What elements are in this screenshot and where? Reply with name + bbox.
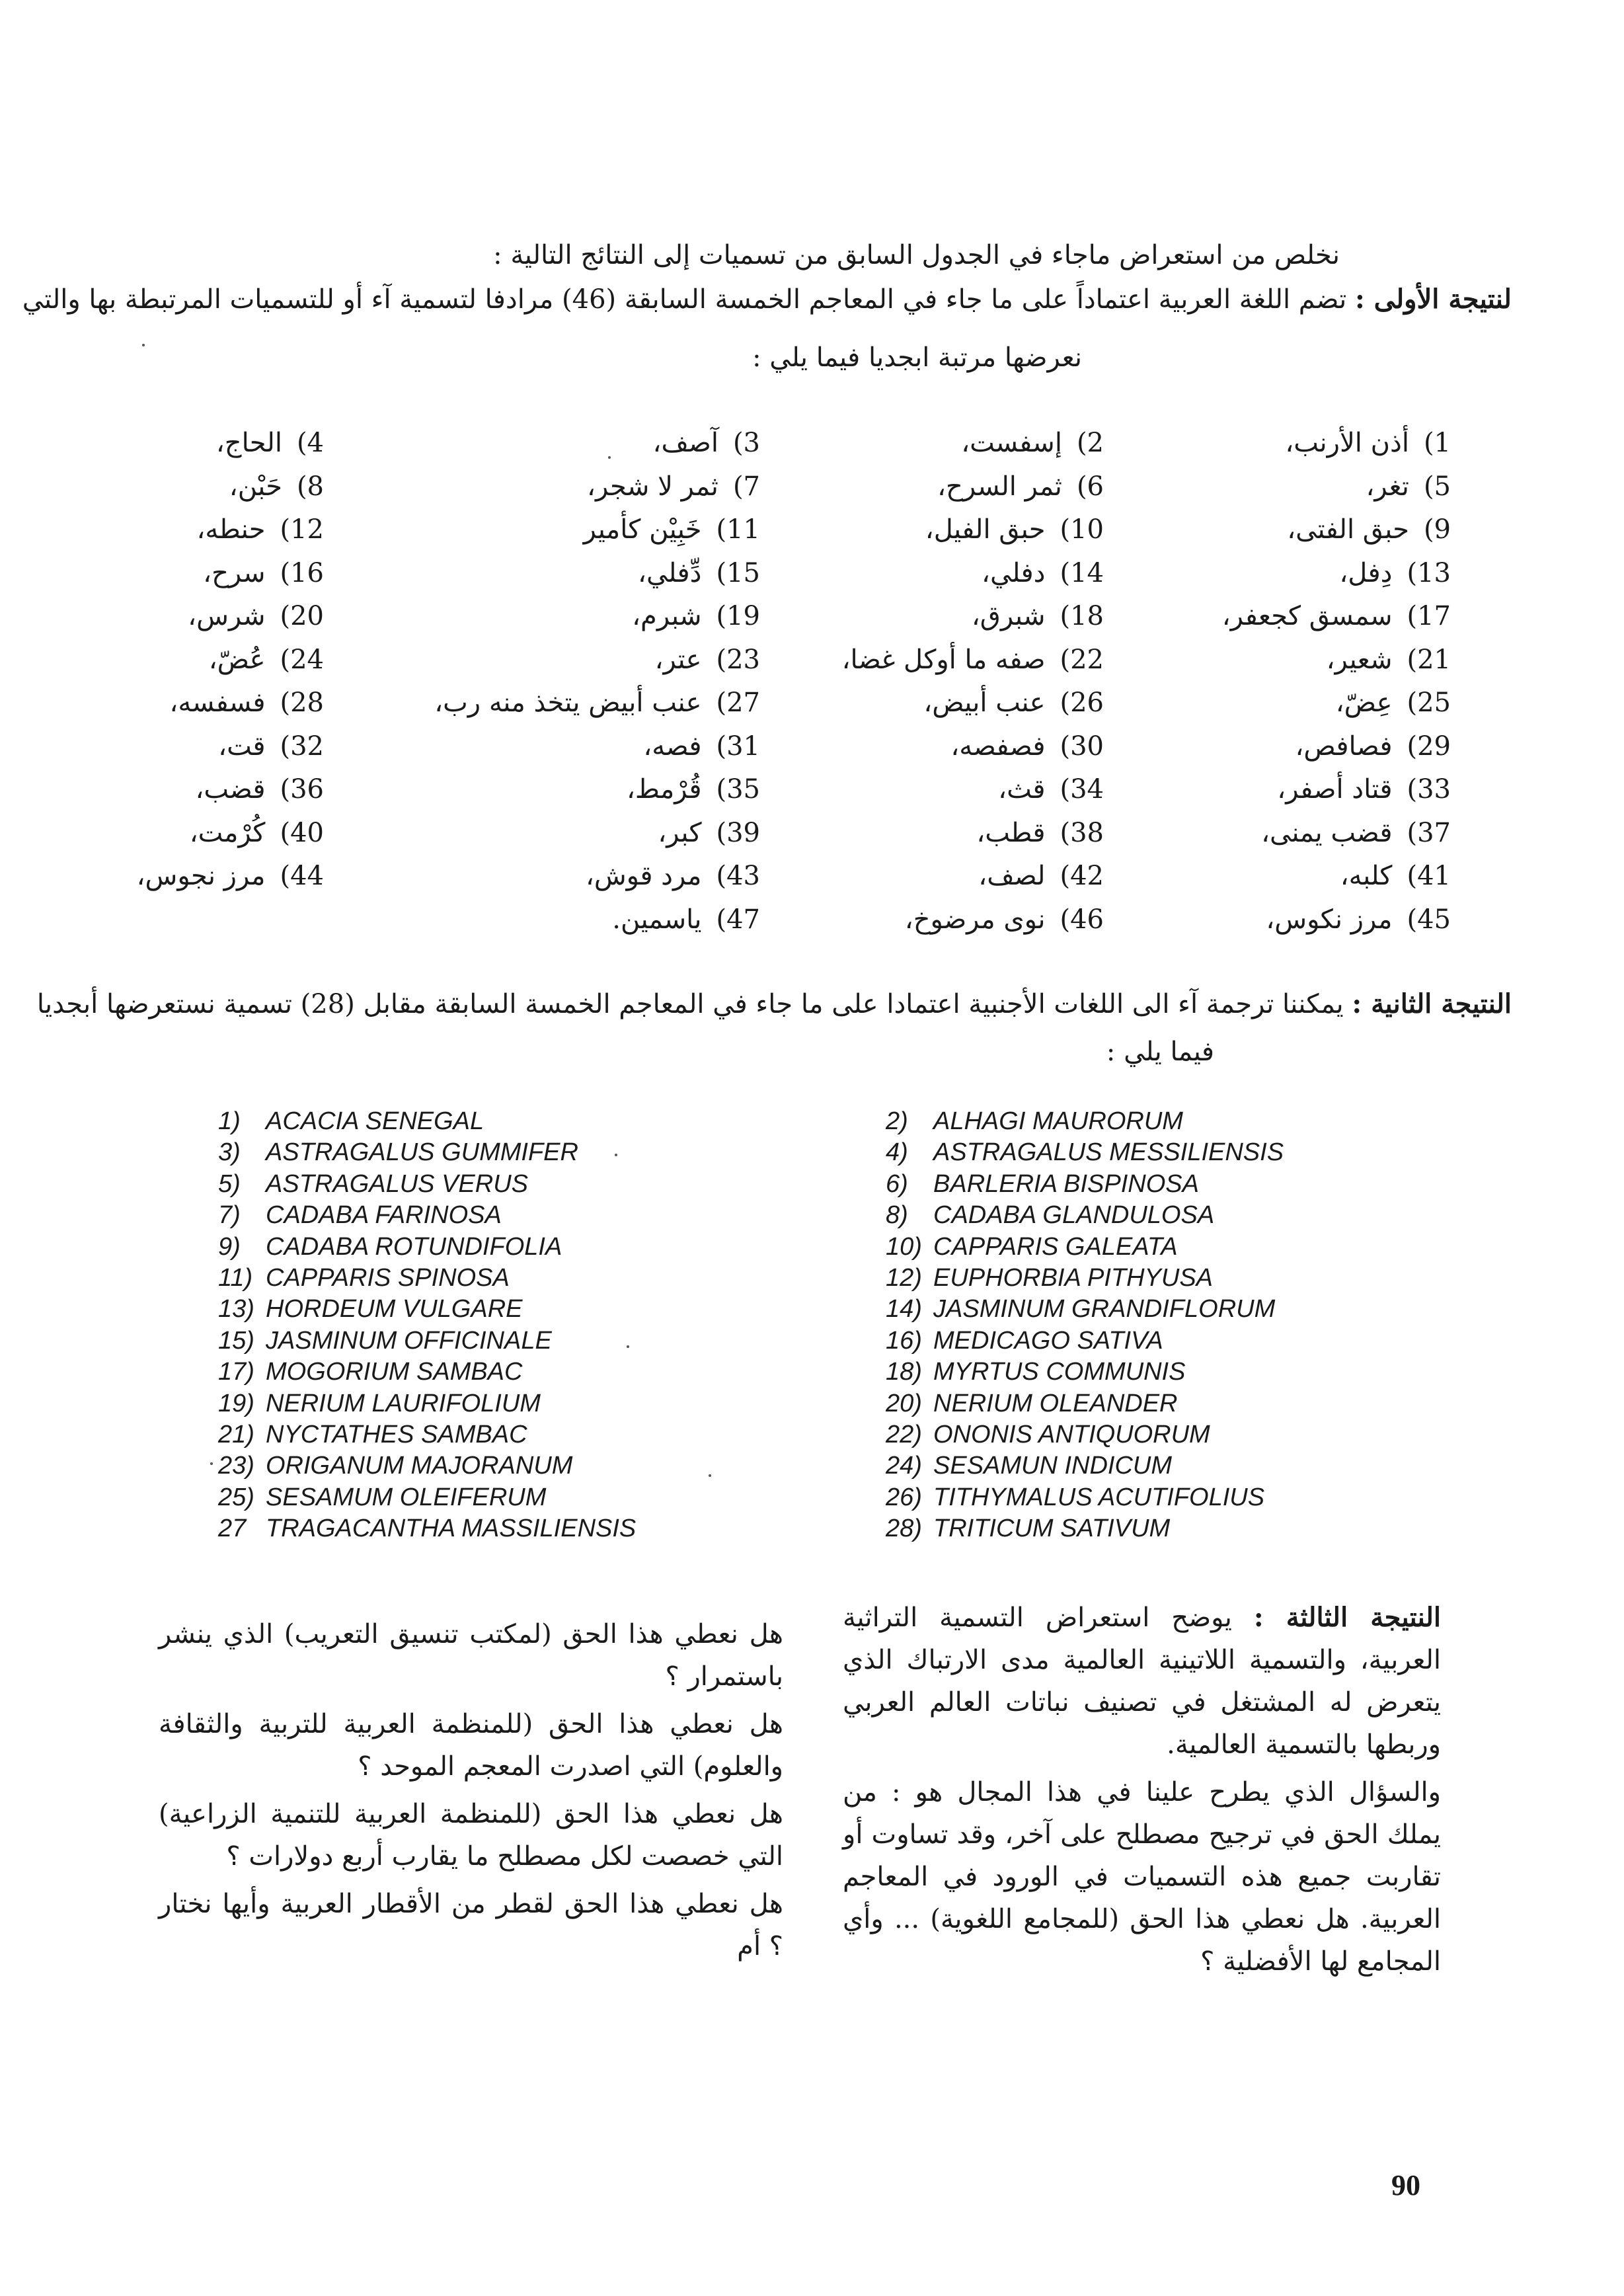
arabic-term bbox=[195, 770, 324, 809]
latin-name-text: HORDEUM VULGARE bbox=[266, 1295, 523, 1324]
arabic-term-number: 11) bbox=[716, 514, 760, 545]
latin-name-text: CAPPARIS GALEATA bbox=[933, 1232, 1178, 1261]
arabic-term bbox=[216, 423, 324, 463]
intro-line: نخلص من استعراض ماجاء في الجدول السابق من تسميات إلى النتائج التالية : bbox=[493, 240, 1340, 270]
arabic-term-text: ثمر السرح، bbox=[937, 471, 1062, 502]
latin-name-number: 27 bbox=[218, 1515, 247, 1543]
arabic-term bbox=[905, 900, 1104, 939]
arabic-term-number: 6) bbox=[1076, 471, 1104, 502]
arabic-term bbox=[1327, 640, 1451, 680]
latin-name bbox=[218, 1513, 636, 1544]
latin-name-text: MEDICAGO SATIVA bbox=[933, 1326, 1163, 1355]
arabic-term bbox=[1366, 467, 1451, 506]
latin-name-text: ASTRAGALUS GUMMIFER bbox=[266, 1138, 578, 1167]
arabic-term bbox=[586, 856, 760, 896]
arabic-term-text: نوى مرضوخ، bbox=[904, 904, 1046, 935]
arabic-term bbox=[229, 467, 324, 506]
arabic-term bbox=[972, 596, 1104, 636]
question-1: هل نعطي هذا الحق (لمكتب تنسيق التعريب) الذي ينشر باستمرار ؟ bbox=[159, 1619, 783, 1692]
arabic-term-number: 10) bbox=[1060, 514, 1104, 545]
arabic-term bbox=[1339, 553, 1451, 593]
arabic-term-text: فصه، bbox=[643, 731, 702, 762]
arabic-term bbox=[632, 596, 760, 636]
latin-name-number: 14) bbox=[886, 1295, 922, 1324]
arabic-term-text: قضب يمنى، bbox=[1261, 817, 1393, 848]
result2-line2: فيما يلي : bbox=[1106, 1037, 1214, 1067]
arabic-term-number: 46) bbox=[1060, 904, 1104, 935]
latin-name-number: 23) bbox=[218, 1452, 254, 1480]
latin-name bbox=[886, 1356, 1185, 1388]
latin-name-number: 8) bbox=[886, 1201, 908, 1230]
arabic-term bbox=[976, 813, 1104, 853]
result3-text: يوضح استعراض التسمية التراثية العربية، والتسمية اللاتينية العالمية مدى الارتباك الذي يتعرض له المشتغل في تصنيف نباتات العالم العربي وربطها بالتسمية العالمية. bbox=[843, 1603, 1441, 1760]
arabic-term bbox=[1277, 770, 1451, 809]
arabic-term-number: 21) bbox=[1407, 644, 1451, 675]
arabic-term-number: 32) bbox=[280, 731, 324, 762]
latin-name bbox=[218, 1293, 523, 1325]
arabic-term-text: عِضّ، bbox=[1335, 688, 1393, 718]
arabic-term-number: 35) bbox=[716, 774, 760, 805]
arabic-term-text: عنب أبيض يتخذ منه رب، bbox=[434, 688, 702, 718]
latin-name-number: 2) bbox=[886, 1107, 908, 1135]
arabic-term-text: سرح، bbox=[203, 557, 266, 588]
scan-speck bbox=[210, 1462, 213, 1465]
arabic-term-text: دفلي، bbox=[982, 557, 1046, 588]
result3-question: والسؤال الذي يطرح علينا في هذا المجال هو : من يملك الحق في ترجيح مصطلح على آخر، وقد تساوت أو تقاربت جميع هذه التسميات في الورود في المعاجم العربية. هل نعطي هذا الحق (للمجامع اللغوية) ... وأي المجامع لها الأفضلية ؟ bbox=[843, 1777, 1441, 1977]
arabic-term-text: دِفل، bbox=[1339, 557, 1393, 588]
latin-name-text: TITHYMALUS ACUTIFOLIUS bbox=[933, 1483, 1265, 1511]
arabic-term bbox=[658, 813, 760, 853]
arabic-term-text: عُضّ، bbox=[208, 644, 266, 675]
arabic-term-number: 1) bbox=[1423, 428, 1451, 458]
latin-name bbox=[218, 1482, 546, 1513]
scan-speck bbox=[608, 456, 611, 459]
arabic-term-text: قث، bbox=[998, 774, 1046, 805]
page-number: 90 bbox=[1391, 2169, 1420, 2201]
latin-name-number: 3) bbox=[218, 1138, 241, 1167]
arabic-term-number: 37) bbox=[1407, 817, 1451, 848]
latin-name-text: TRAGACANTHA MASSILIENSIS bbox=[266, 1515, 637, 1543]
arabic-term-number: 8) bbox=[296, 471, 324, 502]
arabic-term-text: الحاج، bbox=[215, 428, 282, 458]
arabic-term-number: 45) bbox=[1407, 904, 1451, 935]
latin-name bbox=[886, 1482, 1264, 1513]
result2-label: النتيجة الثانية : bbox=[1352, 988, 1512, 1019]
scan-speck bbox=[627, 1345, 629, 1348]
arabic-term-number: 36) bbox=[280, 774, 324, 805]
arabic-term-number: 17) bbox=[1407, 601, 1451, 631]
arabic-term bbox=[1295, 727, 1451, 766]
result3-paragraph bbox=[843, 1597, 1441, 1766]
arabic-term-number: 19) bbox=[716, 601, 760, 631]
latin-name-number: 25) bbox=[218, 1483, 254, 1511]
arabic-term-text: صفه ما أوكل غضا، bbox=[841, 644, 1046, 675]
latin-name-number: 7) bbox=[218, 1201, 241, 1230]
arabic-term bbox=[209, 640, 324, 680]
latin-name bbox=[218, 1168, 528, 1200]
arabic-term-text: مرز نجوس، bbox=[136, 861, 266, 891]
latin-name-text: MYRTUS COMMUNIS bbox=[933, 1358, 1186, 1386]
arabic-term-number: 33) bbox=[1407, 774, 1451, 805]
latin-name-number: 9) bbox=[218, 1232, 241, 1261]
latin-name-number: 28) bbox=[886, 1515, 922, 1543]
arabic-term bbox=[188, 596, 324, 636]
latin-name bbox=[218, 1419, 527, 1450]
latin-name bbox=[218, 1136, 578, 1168]
arabic-term-text: حبق الفيل، bbox=[925, 514, 1046, 545]
latin-name bbox=[218, 1105, 484, 1137]
arabic-term-number: 16) bbox=[280, 557, 324, 588]
arabic-term-number: 7) bbox=[732, 471, 760, 502]
arabic-term-text: قت، bbox=[218, 731, 266, 762]
latin-name-text: TRITICUM SATIVUM bbox=[933, 1515, 1171, 1543]
latin-name-number: 11) bbox=[218, 1264, 253, 1292]
result2-text: يمكننا ترجمة آء الى اللغات الأجنبية اعتمادا على ما جاء في المعاجم الخمسة السابقة مقابل (28) تسمية نستعرضها أبجديا bbox=[36, 989, 1344, 1019]
arabic-term bbox=[584, 510, 760, 549]
arabic-term-text: كبر، bbox=[658, 817, 702, 848]
arabic-term-text: خَبِيْن كأمير bbox=[583, 514, 702, 545]
arabic-term-number: 41) bbox=[1407, 861, 1451, 891]
arabic-term-text: مرز نكوس، bbox=[1266, 904, 1393, 935]
latin-name-number: 13) bbox=[218, 1295, 254, 1324]
arabic-term-number: 22) bbox=[1060, 644, 1104, 675]
arabic-term-text: شرس، bbox=[188, 601, 266, 631]
latin-name bbox=[218, 1199, 502, 1231]
latin-name-text: ASTRAGALUS MESSILIENSIS bbox=[933, 1138, 1284, 1167]
arabic-term-number: 3) bbox=[732, 428, 760, 458]
latin-name-text: CADABA FARINOSA bbox=[266, 1201, 502, 1230]
arabic-term-text: كلبه، bbox=[1340, 861, 1393, 891]
arabic-term-text: عتر، bbox=[654, 644, 702, 675]
latin-name bbox=[886, 1105, 1183, 1137]
arabic-term-text: شبرم، bbox=[632, 601, 702, 631]
arabic-term-number: 28) bbox=[280, 688, 324, 718]
arabic-term-text: فسفسه، bbox=[169, 688, 266, 718]
arabic-term bbox=[1287, 510, 1451, 549]
arabic-term-text: دِّفلي، bbox=[638, 557, 702, 588]
latin-name-text: JASMINUM GRANDIFLORUM bbox=[933, 1295, 1276, 1324]
arabic-term-text: حَبْن، bbox=[229, 471, 282, 502]
arabic-term-number: 39) bbox=[716, 817, 760, 848]
arabic-term bbox=[434, 683, 760, 723]
scan-speck bbox=[615, 1154, 617, 1156]
arabic-term bbox=[655, 640, 760, 680]
latin-name-text: SESAMUN INDICUM bbox=[933, 1452, 1173, 1480]
arabic-term bbox=[1266, 900, 1451, 939]
latin-name-number: 24) bbox=[886, 1452, 922, 1480]
arabic-term-number: 14) bbox=[1060, 557, 1104, 588]
arabic-term-text: مرد قوش، bbox=[585, 861, 702, 891]
scan-speck bbox=[709, 1474, 711, 1477]
arabic-term-number: 42) bbox=[1060, 861, 1104, 891]
arabic-term-text: قُرْمط، bbox=[626, 774, 702, 805]
arabic-term-number: 5) bbox=[1423, 471, 1451, 502]
arabic-term-number: 20) bbox=[280, 601, 324, 631]
arabic-term bbox=[978, 856, 1104, 896]
question-3: هل نعطي هذا الحق (للمنظمة العربية للتنمية الزراعية) التي خصصت لكل مصطلح ما يقارب أربع دولارات ؟ bbox=[159, 1799, 783, 1872]
arabic-term bbox=[1261, 813, 1451, 853]
latin-name-number: 18) bbox=[886, 1358, 922, 1386]
arabic-term bbox=[950, 727, 1104, 766]
latin-name-text: JASMINUM OFFICINALE bbox=[266, 1326, 552, 1355]
arabic-term-text: سمسق كجعفر، bbox=[1221, 601, 1393, 631]
latin-name-text: ALHAGI MAURORUM bbox=[933, 1107, 1183, 1135]
latin-name-text: ONONIS ANTIQUORUM bbox=[933, 1421, 1210, 1448]
question-2: هل نعطي هذا الحق (للمنظمة العربية للتربية والثقافة والعلوم) التي اصدرت المعجم الموحد ؟ bbox=[159, 1709, 783, 1782]
latin-name-number: 10) bbox=[886, 1232, 922, 1261]
latin-name-number: 4) bbox=[886, 1138, 908, 1167]
latin-name-text: NERIUM OLEANDER bbox=[933, 1389, 1178, 1417]
result1-label: لنتيجة الأولى : bbox=[1354, 284, 1512, 315]
latin-name-text: ORIGANUM MAJORANUM bbox=[266, 1452, 573, 1480]
arabic-term-text: آصف، bbox=[652, 428, 718, 458]
arabic-term bbox=[925, 510, 1104, 549]
latin-name-number: 19) bbox=[218, 1389, 254, 1417]
arabic-term-text: تغر، bbox=[1366, 471, 1409, 502]
latin-name bbox=[218, 1262, 510, 1294]
arabic-term bbox=[203, 553, 324, 593]
arabic-term bbox=[982, 553, 1104, 593]
arabic-term bbox=[961, 423, 1104, 463]
arabic-term-number: 40) bbox=[280, 817, 324, 848]
arabic-term bbox=[190, 813, 324, 853]
arabic-term bbox=[587, 467, 760, 506]
arabic-term-number: 23) bbox=[716, 644, 760, 675]
latin-name-number: 5) bbox=[218, 1169, 241, 1198]
latin-name bbox=[886, 1513, 1170, 1544]
latin-name-number: 21) bbox=[218, 1421, 254, 1448]
latin-name bbox=[886, 1262, 1213, 1294]
arabic-term bbox=[1336, 683, 1451, 723]
arabic-term-text: فصافص، bbox=[1295, 731, 1393, 762]
latin-name bbox=[886, 1168, 1199, 1200]
latin-name bbox=[886, 1388, 1178, 1419]
arabic-term-text: شعير، bbox=[1326, 644, 1393, 675]
arabic-term-number: 4) bbox=[296, 428, 324, 458]
latin-name-number: 15) bbox=[218, 1326, 254, 1355]
latin-name bbox=[218, 1356, 522, 1388]
latin-name-text: EUPHORBIA PITHYUSA bbox=[933, 1264, 1214, 1292]
result1-line1 bbox=[22, 279, 1512, 320]
result2-line1 bbox=[37, 984, 1512, 1025]
arabic-term bbox=[653, 423, 760, 463]
latin-name bbox=[886, 1293, 1275, 1325]
result1-line2: نعرضها مرتبة ابجديا فيما يلي : bbox=[752, 342, 1082, 373]
arabic-term bbox=[612, 900, 760, 939]
arabic-term-text: لصف، bbox=[978, 861, 1046, 891]
arabic-term-number: 9) bbox=[1423, 514, 1451, 545]
arabic-term-number: 43) bbox=[716, 861, 760, 891]
arabic-term bbox=[1222, 596, 1451, 636]
arabic-term-number: 30) bbox=[1060, 731, 1104, 762]
arabic-term-text: كُرْمت، bbox=[189, 817, 266, 848]
arabic-term bbox=[643, 727, 760, 766]
arabic-term-text: فصفصه، bbox=[950, 731, 1046, 762]
arabic-term-text: شبرق، bbox=[971, 601, 1046, 631]
latin-name bbox=[886, 1199, 1214, 1231]
arabic-term-number: 29) bbox=[1407, 731, 1451, 762]
arabic-term-number: 34) bbox=[1060, 774, 1104, 805]
arabic-term bbox=[923, 683, 1104, 723]
latin-name bbox=[886, 1136, 1284, 1168]
arabic-term-text: إسفست، bbox=[961, 428, 1062, 458]
latin-name-text: SESAMUM OLEIFERUM bbox=[266, 1483, 547, 1511]
arabic-term bbox=[218, 727, 324, 766]
arabic-term bbox=[137, 856, 324, 896]
arabic-term bbox=[197, 510, 324, 549]
latin-name bbox=[886, 1419, 1210, 1450]
result3-column bbox=[843, 1597, 1441, 1988]
result1-text: تضم اللغة العربية اعتماداً على ما جاء في المعاجم الخمسة السابقة (46) مرادفا لتسمية آء أو للتسميات المرتبطة بها والتي bbox=[22, 284, 1347, 315]
arabic-term-number: 24) bbox=[280, 644, 324, 675]
question-4: هل نعطي هذا الحق لقطر من الأقطار العربية وأيها نختار ؟ أم bbox=[159, 1889, 783, 1961]
arabic-term-number: 13) bbox=[1407, 557, 1451, 588]
latin-name-text: CADABA GLANDULOSA bbox=[933, 1201, 1215, 1230]
arabic-term bbox=[842, 640, 1104, 680]
latin-name-text: CADABA ROTUNDIFOLIA bbox=[266, 1232, 562, 1261]
latin-name-text: MOGORIUM SAMBAC bbox=[266, 1358, 523, 1386]
arabic-term-text: عنب أبيض، bbox=[923, 688, 1046, 718]
arabic-term bbox=[627, 770, 760, 809]
arabic-term bbox=[998, 770, 1104, 809]
latin-name-number: 26) bbox=[886, 1483, 922, 1511]
arabic-term-number: 12) bbox=[280, 514, 324, 545]
arabic-term-text: قطب، bbox=[976, 817, 1046, 848]
latin-name-text: ACACIA SENEGAL bbox=[266, 1107, 484, 1135]
arabic-term-text: ياسمين. bbox=[612, 904, 702, 935]
arabic-term-number: 25) bbox=[1407, 688, 1451, 718]
arabic-term-text: قتاد أصفر، bbox=[1277, 774, 1393, 805]
latin-name-number: 1) bbox=[218, 1107, 241, 1135]
latin-name-text: NERIUM LAURIFOLIUM bbox=[266, 1389, 541, 1417]
latin-name-text: ASTRAGALUS VERUS bbox=[266, 1169, 528, 1198]
arabic-term-number: 31) bbox=[716, 731, 760, 762]
arabic-term-number: 47) bbox=[716, 904, 760, 935]
arabic-term bbox=[1340, 856, 1451, 896]
arabic-term bbox=[937, 467, 1104, 506]
latin-name bbox=[886, 1450, 1172, 1482]
scan-speck bbox=[142, 344, 145, 346]
latin-name-text: CAPPARIS SPINOSA bbox=[266, 1264, 510, 1292]
latin-name bbox=[886, 1231, 1178, 1263]
latin-name bbox=[218, 1231, 562, 1263]
arabic-term-number: 26) bbox=[1060, 688, 1104, 718]
latin-name bbox=[218, 1450, 572, 1482]
latin-name-number: 6) bbox=[886, 1169, 908, 1198]
latin-name bbox=[886, 1325, 1163, 1357]
arabic-term-number: 2) bbox=[1076, 428, 1104, 458]
arabic-term bbox=[638, 553, 760, 593]
arabic-term-text: ثمر لا شجر، bbox=[587, 471, 718, 502]
arabic-term-text: قضب، bbox=[195, 774, 266, 805]
arabic-term-number: 15) bbox=[716, 557, 760, 588]
arabic-term-number: 18) bbox=[1060, 601, 1104, 631]
arabic-term-text: حنطه، bbox=[196, 514, 266, 545]
latin-name-number: 12) bbox=[886, 1264, 922, 1292]
latin-name bbox=[218, 1325, 552, 1357]
arabic-term-text: حبق الفتى، bbox=[1287, 514, 1409, 545]
arabic-term-number: 38) bbox=[1060, 817, 1104, 848]
result3-label: النتيجة الثالثة : bbox=[1253, 1602, 1441, 1633]
questions-column bbox=[159, 1613, 783, 1973]
arabic-term-number: 44) bbox=[280, 861, 324, 891]
latin-name-number: 22) bbox=[886, 1421, 922, 1448]
latin-name-text: NYCTATHES SAMBAC bbox=[266, 1421, 527, 1448]
arabic-term-text: أذن الأرنب، bbox=[1285, 428, 1409, 458]
latin-name bbox=[218, 1388, 541, 1419]
latin-name-text: BARLERIA BISPINOSA bbox=[933, 1169, 1199, 1198]
arabic-term-number: 27) bbox=[716, 688, 760, 718]
arabic-term bbox=[169, 683, 324, 723]
arabic-term bbox=[1285, 423, 1451, 463]
latin-name-number: 20) bbox=[886, 1389, 922, 1417]
latin-name-number: 17) bbox=[218, 1358, 254, 1386]
latin-name-number: 16) bbox=[886, 1326, 922, 1355]
